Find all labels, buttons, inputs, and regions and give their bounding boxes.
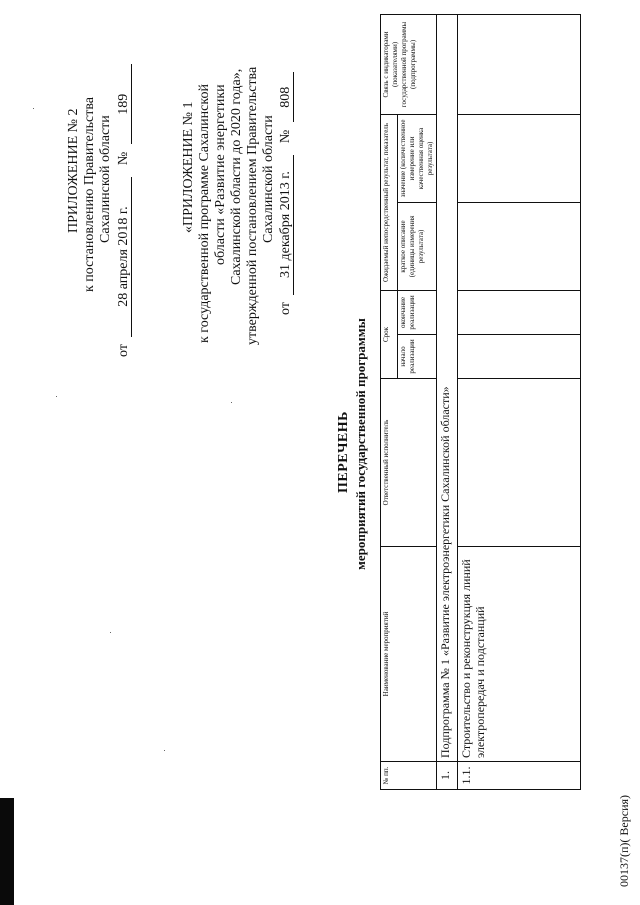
row-1-1-result-value: [458, 114, 581, 202]
scan-speck: [231, 402, 232, 403]
document-subtitle: мероприятий государственной программы: [353, 318, 368, 570]
scan-speck: [33, 108, 34, 109]
header-result-value: значение (количественное измерение или качественная оценка результата): [398, 114, 437, 202]
subprogram-title: Подпрограмма № 1 «Развитие электроэнергетики Сахалинской области»: [437, 14, 458, 761]
scan-speck: [56, 396, 57, 397]
appendix2-date: 28 апреля 2018 г.: [117, 177, 132, 337]
appendix1-line1: «ПРИЛОЖЕНИЕ № 1: [181, 101, 196, 233]
header-term-end: окончание реализации: [398, 290, 437, 334]
measures-table: [380, 14, 581, 790]
scan-speck: [164, 750, 165, 751]
header-name: Наименование мероприятий: [381, 547, 437, 762]
footer-code: 00137(п)( Версия): [617, 794, 631, 887]
header-result-desc: краткое описание (единицы измерения результата): [398, 202, 437, 290]
appendix1-no-label: №: [278, 129, 293, 144]
scan-speck: [110, 632, 111, 633]
header-term-start: начало реализации: [398, 335, 437, 379]
row-1-1-name: Строительство и реконструкция линий электропередач и подстанций: [458, 547, 581, 762]
appendix1-date: 31 декабря 2013 г.: [279, 155, 294, 295]
row-1-1-end: [458, 290, 581, 334]
appendix1-line4: Сахалинской области до 2020 года»,: [229, 68, 244, 285]
document-title: ПЕРЕЧЕНЬ: [336, 411, 351, 493]
header-executor: Ответственный исполнитель: [381, 379, 437, 547]
appendix1-line2: к государственной программе Сахалинской: [197, 84, 212, 343]
appendix2-from-label: от: [116, 344, 131, 357]
appendix2-no-label: №: [116, 151, 131, 166]
appendix2-line3: Сахалинской области: [98, 115, 113, 243]
appendix1-number: 808: [279, 72, 294, 122]
table-row-subprogram: [437, 14, 458, 789]
appendix1-line6: Сахалинской области: [261, 115, 276, 243]
subprogram-num: 1.: [437, 762, 458, 790]
header-term: Срок: [381, 290, 398, 378]
row-1-1-executor: [458, 379, 581, 547]
appendix2-line1: ПРИЛОЖЕНИЕ № 2: [66, 108, 81, 233]
appendix1-date-row: [278, 72, 294, 315]
appendix1-line3: области «Развитие энергетики: [213, 84, 228, 265]
header-link: Связь с индикаторами (показателями) государственной программы (подпрограммы): [381, 14, 437, 114]
row-1-1-link: [458, 14, 581, 114]
appendix2-number: 189: [117, 64, 132, 144]
appendix2-date-row: [116, 64, 132, 357]
row-1-1-num: 1.1.: [458, 762, 581, 790]
table-row: [458, 14, 581, 789]
header-num: № пп.: [381, 762, 437, 790]
table-header-row: [381, 14, 398, 789]
appendix1-line5: утвержденной постановлением Правительства: [245, 66, 260, 345]
row-1-1-result-desc: [458, 202, 581, 290]
appendix1-from-label: от: [278, 302, 293, 315]
appendix2-line2: к постановлению Правительства: [82, 96, 97, 292]
header-result: Ожидаемый непосредственный результат, показатель: [381, 114, 398, 290]
row-1-1-start: [458, 335, 581, 379]
scan-edge-bar: [0, 798, 14, 905]
